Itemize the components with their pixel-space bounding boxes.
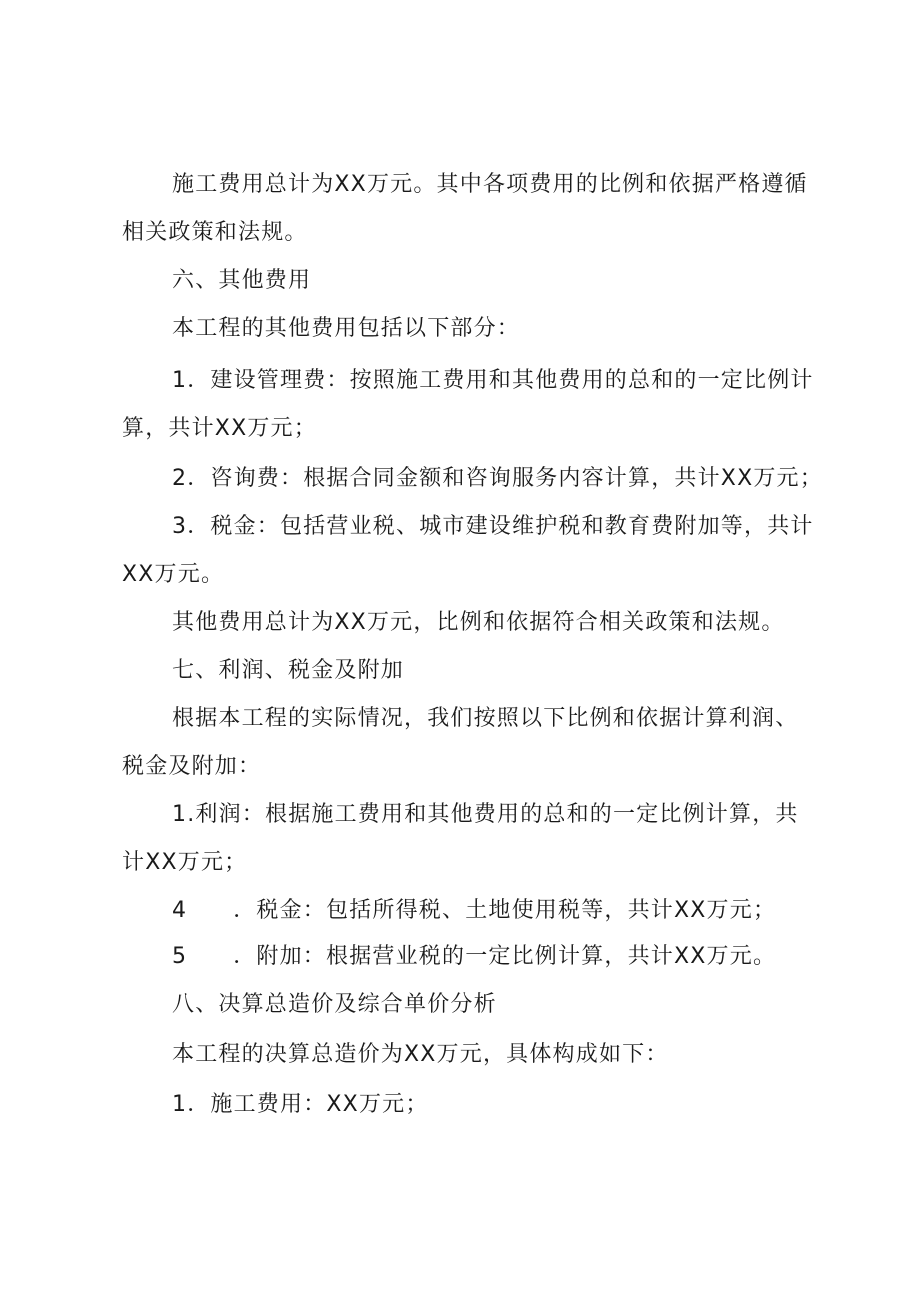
list-item-surcharge — [172, 942, 776, 972]
paragraph-construction-total: 施工费用总计为XX万元。其中各项费用的比例和依据严格遵循 — [172, 172, 808, 197]
list-item-management-fee: 1．建设管理费：按照施工费用和其他费用的总和的一定比例计 — [172, 368, 814, 393]
paragraph-construction-total-cont: 相关政策和法规。 — [122, 220, 308, 245]
list-item-profit-cont: 计XX万元； — [122, 850, 248, 875]
list-item-consulting-fee: 2．咨询费：根据合同金额和咨询服务内容计算，共计XX万元； — [172, 466, 823, 491]
list-item-profit: 1.利润：根据施工费用和其他费用的总和的一定比例计算，共 — [172, 802, 799, 827]
list-item-management-fee-cont: 算，共计XX万元； — [122, 416, 317, 441]
list-number: 4 — [172, 898, 188, 923]
paragraph-other-costs-intro: 本工程的其他费用包括以下部分： — [172, 316, 521, 341]
paragraph-final-cost-intro: 本工程的决算总造价为XX万元，具体构成如下： — [172, 1042, 669, 1067]
paragraph-profit-intro-cont: 税金及附加： — [122, 754, 262, 779]
list-item-construction-fee: 1．施工费用：XX万元； — [172, 1092, 429, 1117]
heading-profit-tax: 七、利润、税金及附加 — [172, 658, 405, 683]
list-item-income-tax — [172, 896, 776, 926]
paragraph-other-costs-total: 其他费用总计为XX万元，比例和依据符合相关政策和法规。 — [172, 610, 785, 635]
list-item-text: ．税金：包括所得税、土地使用税等，共计XX万元； — [233, 898, 777, 923]
list-item-taxes-cont: XX万元。 — [122, 562, 225, 587]
list-number: 5 — [172, 944, 188, 969]
heading-other-costs: 六、其他费用 — [172, 268, 312, 293]
paragraph-profit-intro: 根据本工程的实际情况，我们按照以下比例和依据计算利润、 — [172, 706, 799, 731]
list-item-taxes: 3．税金：包括营业税、城市建设维护税和教育费附加等，共计 — [172, 514, 814, 539]
list-item-text: ．附加：根据营业税的一定比例计算，共计XX万元。 — [233, 944, 777, 969]
heading-final-cost: 八、决算总造价及综合单价分析 — [172, 992, 497, 1017]
